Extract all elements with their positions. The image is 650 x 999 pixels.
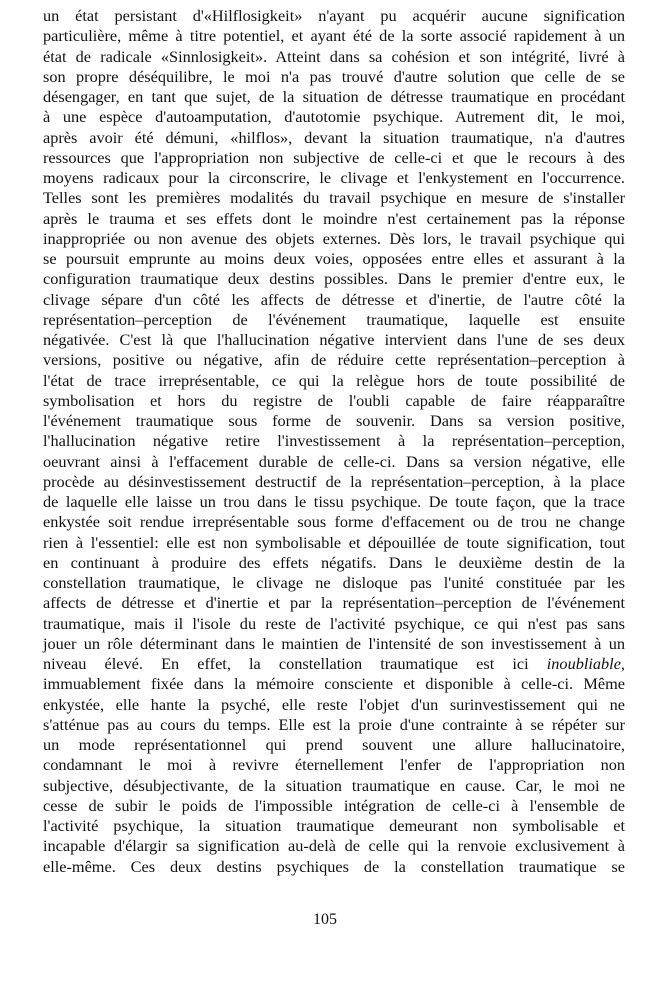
text-line: procède au désinvestissement destructif de la représentation–perception, à la place <box>43 471 625 491</box>
text-line: un état persistant d'«Hilflosigkeit» n'ayant pu acquérir aucune signification <box>43 6 625 25</box>
text-line: état de radicale «Sinnlosigkeit». Atteint dans sa cohésion et son intégrité, livré à <box>43 46 625 66</box>
text-line: à une espèce d'autoamputation, d'autotomie psychique. Autrement dit, le moi, <box>43 107 625 127</box>
italic-emphasis: inoubliable, <box>546 654 625 673</box>
text-line: l'événement traumatique sous forme de souvenir. Dans sa version positive, <box>43 411 625 430</box>
text-line: l'hallucination négative retire l'investissement à la représentation–perception, <box>43 431 625 451</box>
text-line: son propre déséquilibre, le moi n'a pas trouvé d'autre solution que celle de se <box>43 66 625 86</box>
text-line: clivage sépare d'un côté les affects de détresse et d'inertie, de l'autre côté la <box>43 289 625 309</box>
text-line: l'activité psychique, la situation traumatique demeurant non symbolisable et <box>43 816 625 835</box>
text-line: traumatique, mais il l'isole du reste de l'activité psychique, ce qui n'est pas sans <box>43 613 625 633</box>
text-line: s'atténue pas au cours du temps. Elle est la proie d'une contrainte à se répéter sur <box>43 714 625 734</box>
text-line: de laquelle elle laisse un trou dans le tissu psychique. De toute façon, que la trace <box>43 492 625 511</box>
text-line: constellation traumatique, le clivage ne disloque pas l'unité constituée par les <box>43 573 625 592</box>
text-line: représentation–perception de l'événement traumatique, laquelle est ensuite <box>43 309 625 329</box>
text-line: configuration traumatique deux destins possibles. Dans le premier d'entre eux, le <box>43 269 625 289</box>
text-line: enkystée soit rendue irreprésentable sous forme d'effacement ou de trou ne change <box>43 512 625 532</box>
text-line: après le trauma et ses effets dont le moindre n'est certainement pas la réponse <box>43 208 625 228</box>
text-line: après avoir été démuni, «hilflos», devant la situation traumatique, n'a d'autres <box>43 127 625 147</box>
text-line: elle-même. Ces deux destins psychiques de la constellation traumatique se <box>43 856 625 876</box>
text-line: particulière, même à titre potentiel, et ayant été de la sorte associé rapidement à un <box>43 26 625 46</box>
text-line: cesse de subir le poids de l'impossible intégration de celle-ci à l'ensemble de <box>43 795 625 815</box>
text-line: négativée. C'est là que l'hallucination négative intervient dans l'une de ses deux <box>43 330 625 349</box>
text-line: enkystée, elle hante la psyché, elle reste l'objet d'un surinvestissement qui ne <box>43 694 625 714</box>
text-line: versions, positive ou négative, afin de réduire cette représentation–perception à <box>43 350 625 370</box>
text-line: incapable d'élargir sa signification au-delà de celle qui la renvoie exclusivement à <box>43 836 625 856</box>
text-line: oeuvrant ainsi à l'effacement durable de celle-ci. Dans sa version négative, elle <box>43 451 625 471</box>
text-line: affects de détresse et d'inertie et par la représentation–perception de l'événement <box>43 593 625 613</box>
body-text <box>43 6 625 877</box>
text-line: en continuant à produire des effets négatifs. Dans le deuxième destin de la <box>43 552 625 572</box>
text-line: jouer un rôle déterminant dans le maintien de l'intensité de son investissement à un <box>43 633 625 653</box>
text-line: l'état de trace irreprésentable, ce qui la relègue hors de toute possibilité de <box>43 370 625 390</box>
text-line: désengager, en tant que sujet, de la situation de détresse traumatique en procédant <box>43 87 625 106</box>
text-line: immuablement fixée dans la mémoire consciente et disponible à celle-ci. Même <box>43 674 625 694</box>
page-number: 105 <box>313 911 337 928</box>
text-line: symbolisation et hors du registre de l'oubli capable de faire réapparaître <box>43 390 625 410</box>
text-line: inappropriée ou non avenue des objets externes. Dès lors, le travail psychique qui <box>43 228 625 248</box>
text-line: se poursuit emprunte au moins deux voies, opposées entre elles et assurant à la <box>43 249 625 268</box>
text-line-with-italic <box>43 654 625 674</box>
text-line: Telles sont les premières modalités du travail psychique en mesure de s'installer <box>43 188 625 208</box>
text-line: rien à l'essentiel: elle est non symbolisable et dépouillée de toute signification, tout <box>43 532 625 552</box>
text-line: ressources que l'appropriation non subjective de celle-ci et que le recours à des <box>43 147 625 167</box>
text-line: subjective, désubjectivante, de la situation traumatique en cause. Car, le moi ne <box>43 775 625 795</box>
text-line: condamnant le moi à revivre éternellement l'enfer de l'appropriation non <box>43 755 625 775</box>
text-segment: niveau élevé. En effet, la constellation traumatique est ici <box>43 654 529 673</box>
text-line: moyens radicaux pour la circonscrire, le clivage et l'enkystement en l'occurrence. <box>43 168 625 187</box>
text-line: un mode représentationnel qui prend souvent une allure hallucinatoire, <box>43 735 625 754</box>
